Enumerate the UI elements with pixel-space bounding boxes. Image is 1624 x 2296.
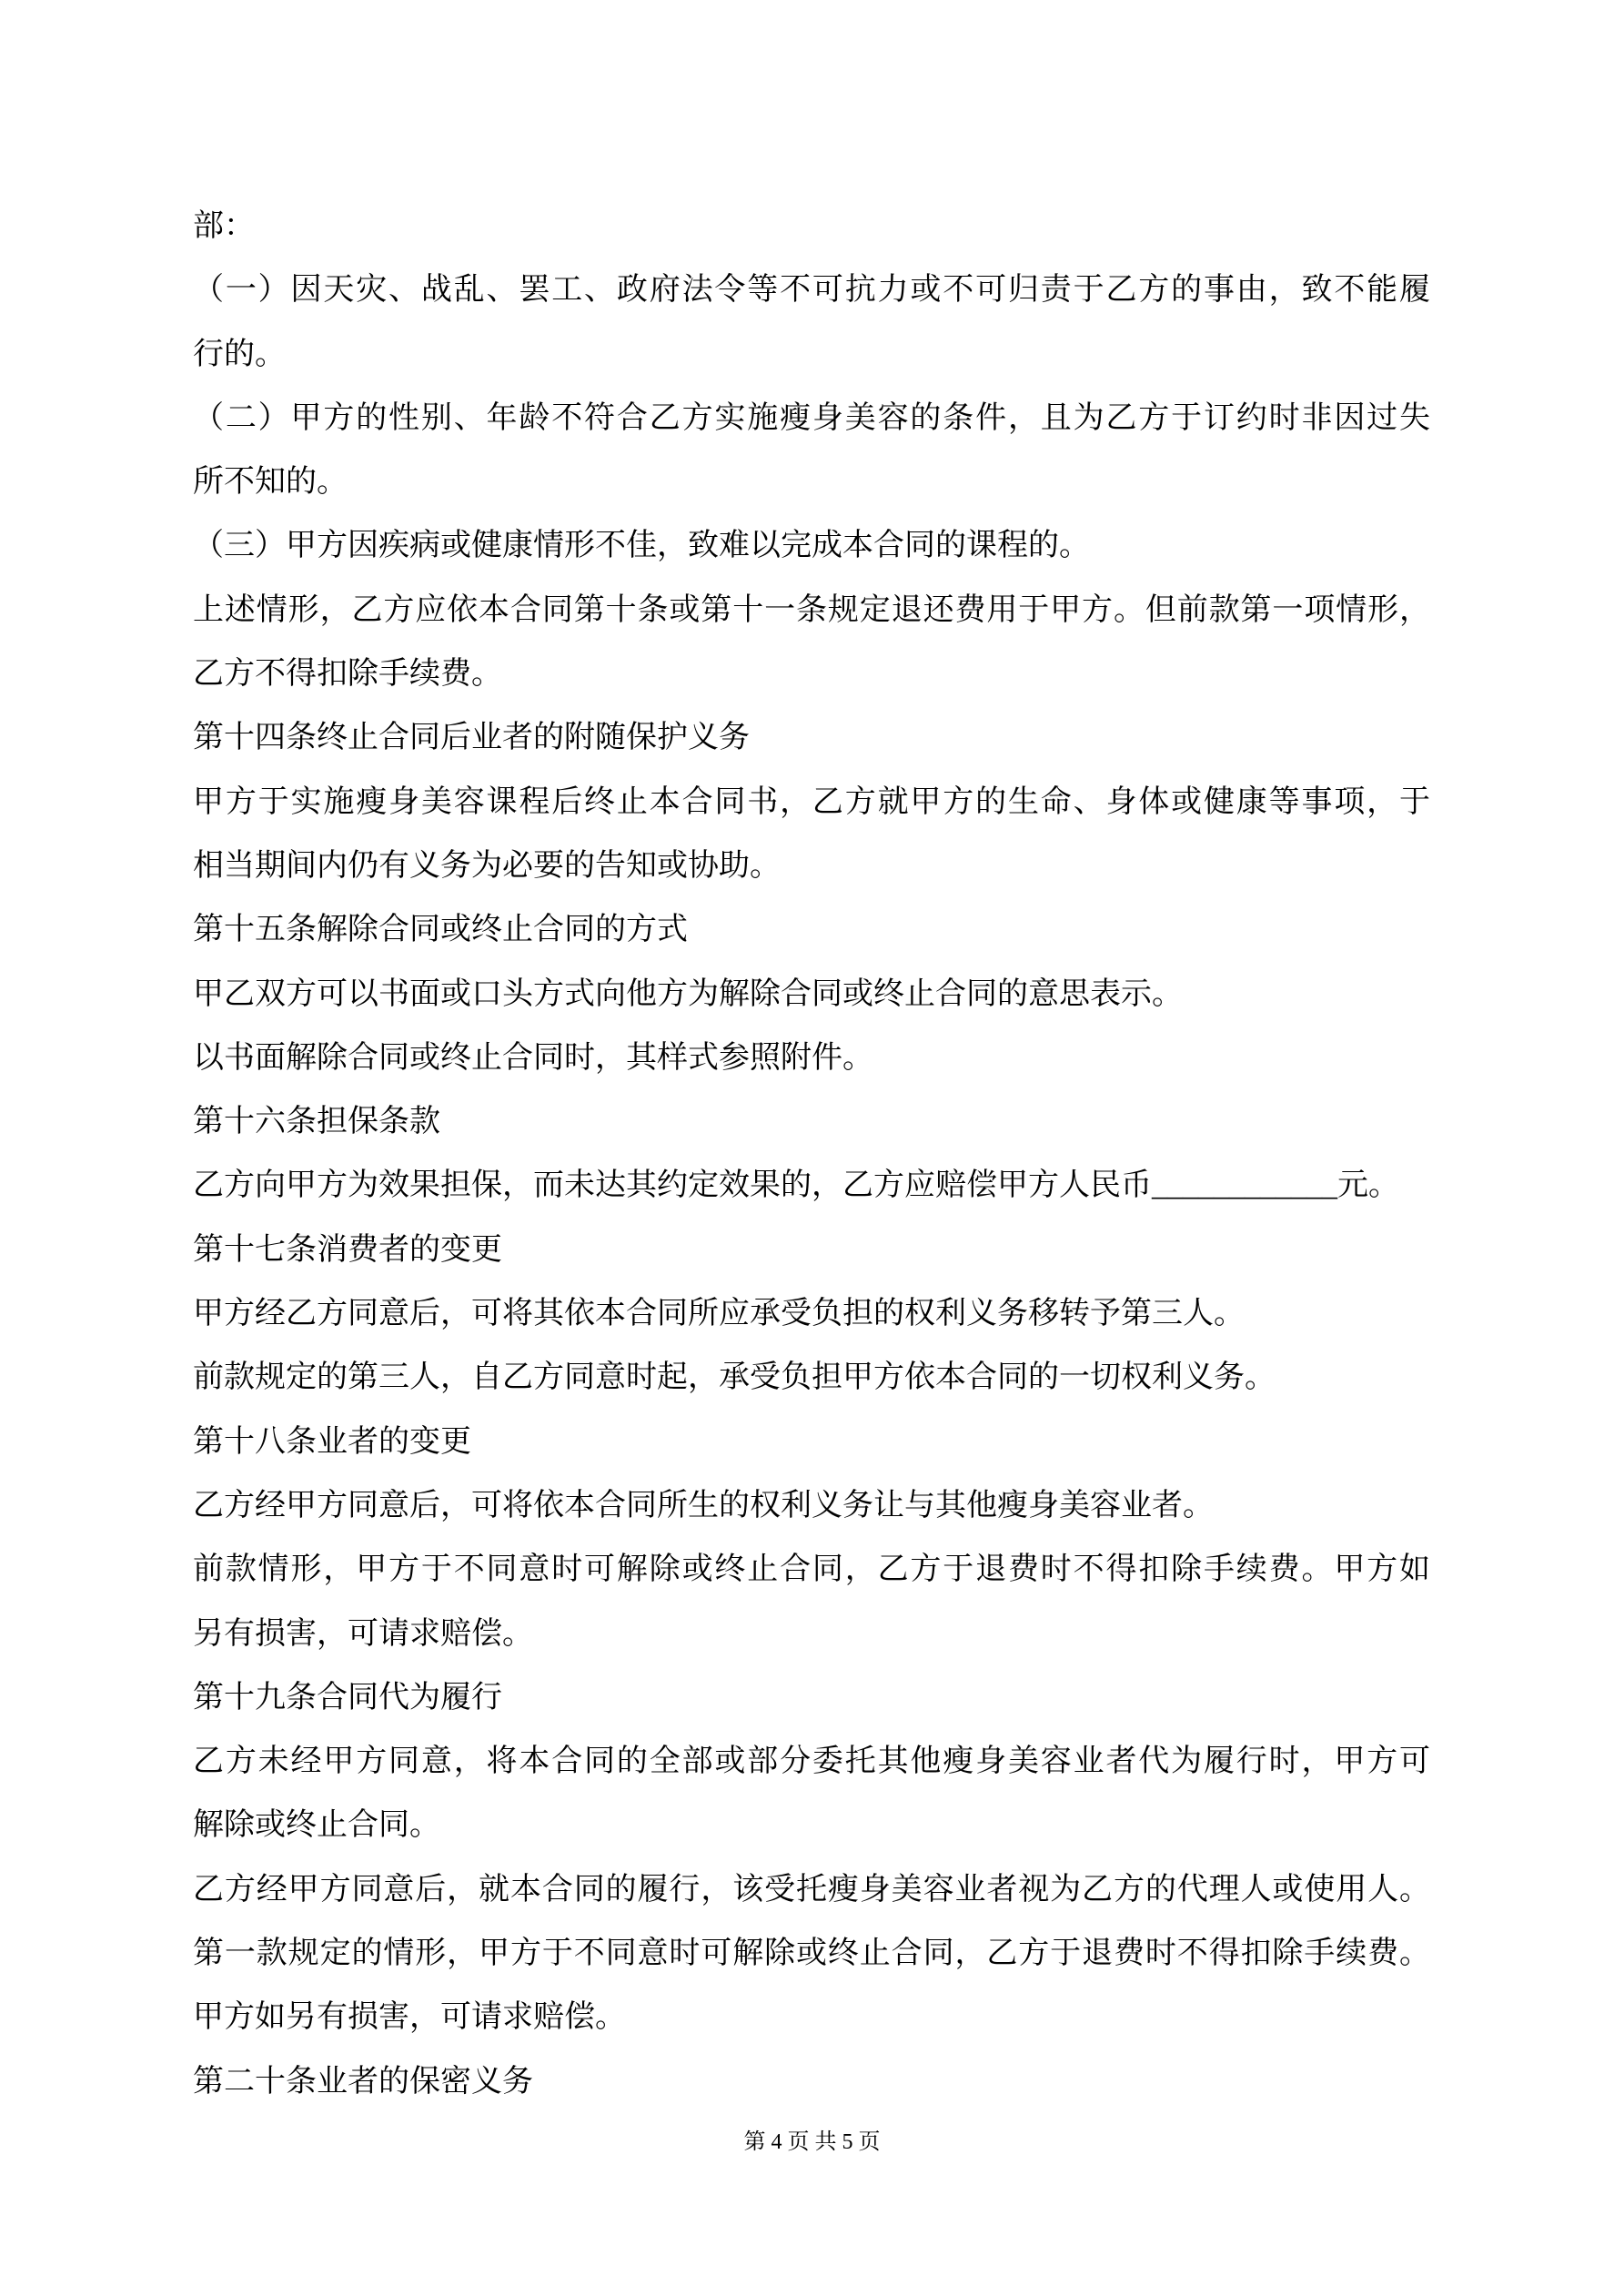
article-heading: 第十六条担保条款 <box>193 1105 440 1139</box>
article-heading: 第二十条业者的保密义务 <box>193 2064 533 2099</box>
body-line: （一）因天灾、战乱、罢工、政府法令等不可抗力或不可归责于乙方的事由，致不能履 <box>193 273 1430 308</box>
body-line: 所不知的。 <box>193 465 348 500</box>
body-line: 上述情形，乙方应依本合同第十条或第十一条规定退还费用于甲方。但前款第一项情形， <box>193 592 1430 627</box>
body-line: 前款情形，甲方于不同意时可解除或终止合同，乙方于退费时不得扣除手续费。甲方如 <box>193 1553 1430 1587</box>
article-heading: 第十五条解除合同或终止合同的方式 <box>193 913 688 947</box>
body-line: 第一款规定的情形，甲方于不同意时可解除或终止合同，乙方于退费时不得扣除手续费。 <box>193 1937 1430 1971</box>
contract-body <box>193 195 1430 2114</box>
body-line: 前款规定的第三人，自乙方同意时起，承受负担甲方依本合同的一切权利义务。 <box>193 1360 1276 1395</box>
body-line: 行的。 <box>193 337 286 371</box>
article-heading: 第十八条业者的变更 <box>193 1424 471 1459</box>
body-line-with-blank: 乙方向甲方为效果担保，而未达其约定效果的，乙方应赔偿甲方人民币____________元。 <box>193 1168 1399 1203</box>
article-heading: 第十四条终止合同后业者的附随保护义务 <box>193 721 750 755</box>
body-line: 另有损害，可请求赔偿。 <box>193 1616 533 1651</box>
body-line: 甲方经乙方同意后，可将其依本合同所应承受负担的权利义务移转予第三人。 <box>193 1297 1245 1331</box>
body-line: 以书面解除合同或终止合同时，其样式参照附件。 <box>193 1040 873 1075</box>
body-line: 解除或终止合同。 <box>193 1808 440 1843</box>
body-line: 相当期间内仍有义务为必要的告知或协助。 <box>193 848 781 883</box>
article-heading: 第十九条合同代为履行 <box>193 1680 502 1714</box>
body-line: 乙方经甲方同意后，可将依本合同所生的权利义务让与其他瘦身美容业者。 <box>193 1488 1214 1522</box>
body-line: 甲方于实施瘦身美容课程后终止本合同书，乙方就甲方的生命、身体或健康等事项，于 <box>193 784 1430 819</box>
body-line: （三）甲方因疾病或健康情形不佳，致难以完成本合同的课程的。 <box>193 529 1090 563</box>
body-line: 甲乙双方可以书面或口头方式向他方为解除合同或终止合同的意思表示。 <box>193 976 1183 1011</box>
body-line: 甲方如另有损害，可请求赔偿。 <box>193 2000 626 2035</box>
page-number-footer: 第 4 页 共 5 页 <box>743 2130 881 2154</box>
body-line: 乙方未经甲方同意，将本合同的全部或部分委托其他瘦身美容业者代为履行时，甲方可 <box>193 1745 1430 1779</box>
body-line: 乙方经甲方同意后，就本合同的履行，该受托瘦身美容业者视为乙方的代理人或使用人。 <box>193 1872 1430 1907</box>
body-line: 乙方不得扣除手续费。 <box>193 657 502 692</box>
body-line: （二）甲方的性别、年龄不符合乙方实施瘦身美容的条件，且为乙方于订约时非因过失 <box>193 400 1430 435</box>
article-heading: 第十七条消费者的变更 <box>193 1232 502 1267</box>
body-line: 部： <box>193 209 255 243</box>
